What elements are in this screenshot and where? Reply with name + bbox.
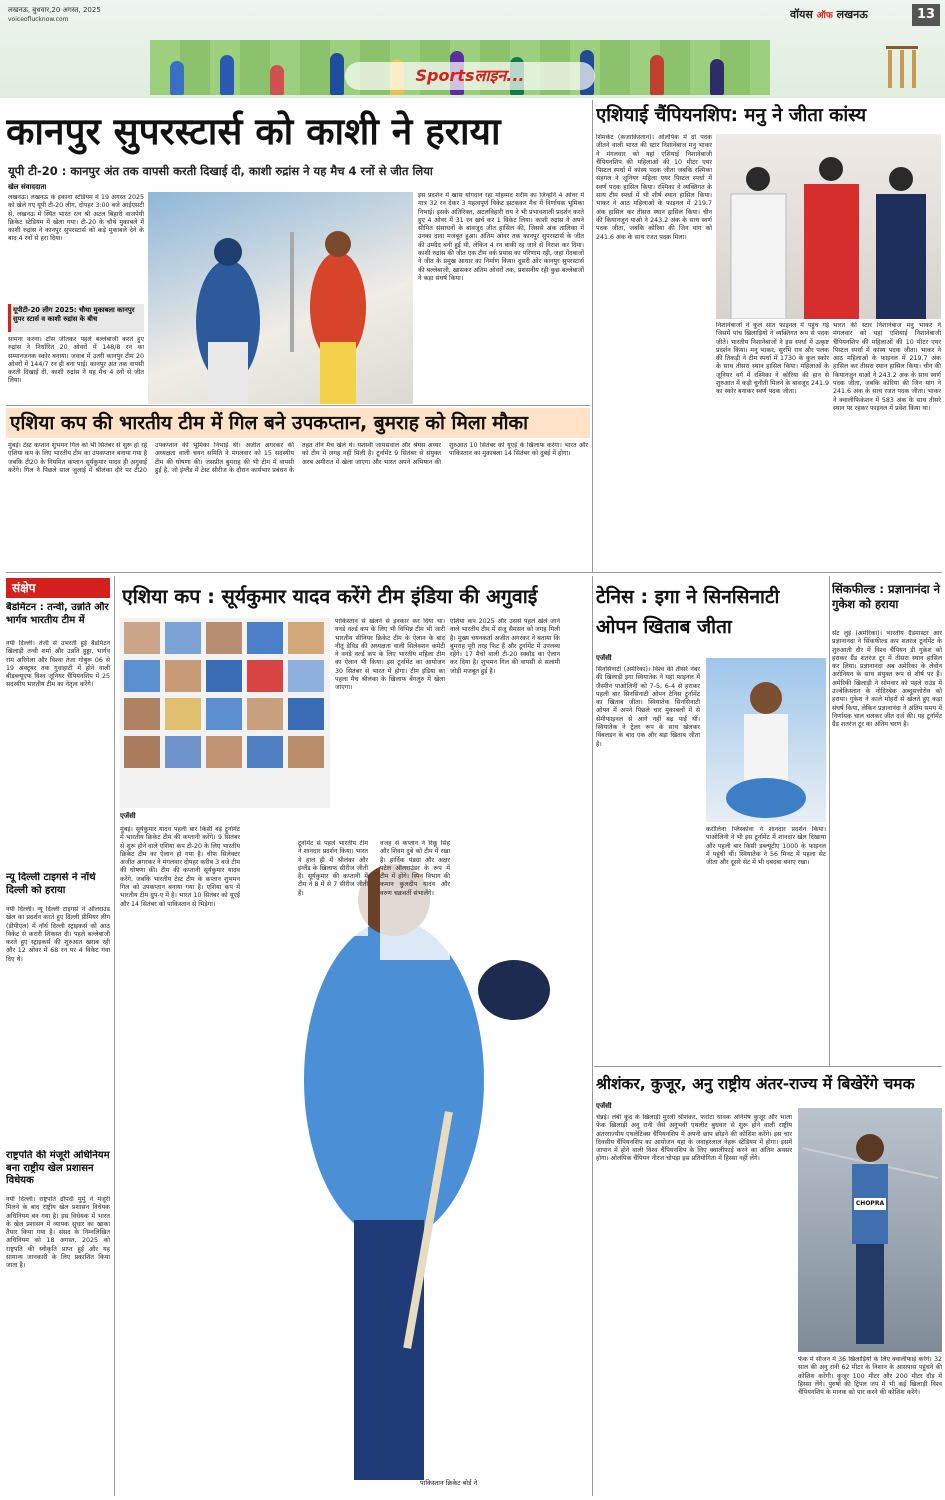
player-figure [220, 55, 234, 95]
pragg-headline: सिंकफील्ड : प्रज्ञानानंदा ने गुकेश को हराया [832, 582, 941, 611]
wicket-graphic [880, 40, 924, 90]
manu-podium-photo [716, 134, 941, 319]
pragg-body: सेंट लुई (अमेरिका)। भारतीय ग्रैंडमास्टर आर प्रज्ञानानंदा ने सिंकफील्ड कप शतरंज टूर्नामेंट के शुरुआती दौर में विश्व चैंपियन डी गुकेश को हराकर ग्रैंड शतरंज टूर में तीसरा स्थान हासिल कर लिया। प्रज्ञानानंदा अब अमेरिका के लेवोन अरोनियन के साथ संयुक्त रूप से शीर्ष पर हैं। अमेरिकी खिलाड़ी ने सोमवार को पहले राउंड में उज्बेकिस्तान के नोदिरबेक अब्दुसत्तोरोव को हराया। गुकेश ने काले मोहरों से खेलते हुए कड़ा संघर्ष किया, लेकिन प्रज्ञानानंदा ने अंतिम समय में निर्णायक चाल चलकर जीत दर्ज की। यह टूर्नामेंट ग्रैंड शतरंज टूर का अंतिम चरण है। [832, 630, 942, 729]
section-label: Sportsलाइन... [345, 62, 595, 90]
surya-col4: टूर्नामेंट से पहले भारतीय टीम ने शानदार प्रदर्शन किया। भारत ने हाल ही में श्रीलंका और इंग्लैंड के खिलाफ सीरीज जीती हैं। सूर्यकुमार की कप्तानी में टीम ने 8 में से 7 सीरीज जीती हैं। [298, 840, 368, 936]
iga-col2: करोलिना प्लिस्कोवा ने शानदार प्रदर्शन किया। पाओलिनी ने भी इस टूर्नामेंट में शानदार खेल दिखाया और पहली बार किसी डब्ल्यूटीए 1000 के फाइनल में पहुंची थीं। स्वियातेक ने 56 मिनट में पहला सेट जीता और दूसरे सेट में भी दबदबा बनाए रखा। [706, 826, 826, 867]
gill-headline: एशिया कप की भारतीय टीम में गिल बने उपकप्तान, बुमराह को मिला मौका [6, 408, 590, 438]
paper-name-part: ऑफ [816, 11, 833, 21]
surya-col1: पाकिस्तान से खेलने से इनकार कर दिया था। वनडे वर्ल्ड कप के लिए भी विभिन्न टीम भी जारी भारतीय सीनियर क्रिकेट टीम के ऐलान के बाद नीतू डेविड की अध्यक्षता वाली सिलेक्शन कमेटी ने वनडे वर्ल्ड कप के लिए भारतीय महिला टीम का ऐलान भी किया। इस टूर्नामेंट का आयोजन 30 सितंबर से भारत में होगा। टीम इंडिया का पहला मैच श्रीलंका के खिलाफ बेंगलुरु में खेला जाएगा। [335, 618, 445, 692]
sankshep-body: नयी दिल्ली। तेजी से उभरती हुई बैडमिंटन खिलाड़ी तन्वी शर्मा और उन्नति हुड्डा, भार्गव राम अरिगेला और विश्वा तेजा गोबुरू 06 से 19 अक्टूबर तक गुवाहाटी में होने वाली बीडब्ल्यूएफ विश्व जूनियर चैंपियनशिप में 25 सदस्यीय भारतीय टीम का नेतृत्व करेंगे। [6, 640, 110, 689]
manu-col2: निशानेबाजों ने कुल सात फाइनल में पहुंच गई जिसमें पांच खिलाड़ियों ने व्यक्तिगत रूप से पदक जीते। भारतीय निशानेबाजों ने इस स्पर्धा में उत्कृष्ट प्रदर्शन किया। मनु भाकर, सुरभि राव और पलक की तिकड़ी ने टीम स्पर्धा में 1730 के कुल स्कोर के साथ तीसरा स्थान हासिल किया। महिलाओं के जूनियर वर्ग में रश्मिका ने कोरिया की हान से शुरुआत में कड़ी चुनौती मिलने के बावजूद 241.9 का स्कोर बनाकर स्वर्ण पदक जीता। [716, 322, 829, 396]
kanpur-col2: इस प्रदर्शन में खास योगदान रहा मोहम्मद शरीम का जिन्होंने 4 ओवर में मात्र 32 रन देकर 3 महत्वपूर्ण विकेट झटककर मैच में निर्णायक भूमिका निभाई। इसके अतिरिक्त, अटलविहारी राय ने भी प्रभावशाली प्रदर्शन करते हुए 4 ओवर में 31 रन खर्च कर 1 विकेट लिया। काशी रुद्रांस ने अपने सीमित संसाधनों के बावजूद जीत हासिल की, जिससे अंक तालिका में उनका दावा मजबूत हुआ। अंतिम ओवर तक कानपुर सुपरस्टार्स के जीत की उम्मीद बनी हुई थी, लेकिन 4 रन बाकी रह जाने से निराश कर दिया। काशी रुद्रांस की जीत एक टीम वर्क प्रयास का परिणाम रही, जहां गेंदबाजों ने जीत के प्रमुख आधार का निर्माण किया। दूसरी ओर कानपुर सुपरस्टार्स की बल्लेबाजी, खासकर अंतिम ओवरों तक, प्रशंसनीय रही कुछ बल्लेबाजों ने कड़ा संघर्ष किया। [418, 192, 584, 282]
sankshep-body: नयी दिल्ली। न्यू दिल्ली टाइगर्स ने ऑलराउंड खेल का प्रदर्शन करते हुए दिल्ली प्रीमियर लीग (डीपीएल) में नॉर्थ दिल्ली स्ट्राइकर्स को आठ विकेट से करारी शिकस्त दी। पहले बल्लेबाजी करते हुए स्ट्राइकर्स की शुरुआत खराब रही और 12 ओवर में 68 रन पर 4 विकेट गंवा दिए थे। [6, 906, 110, 963]
surya-headline: एशिया कप : सूर्यकुमार यादव करेंगे टीम इंडिया की अगुवाई [122, 585, 538, 608]
divider [114, 576, 115, 1496]
kanpur-para2: सामना करना। टॉस जीतकर पहले बल्लेबाजी करते हुए रुद्रांस ने निर्धारित 20 ओवरों में 148/8 रन का सम्मानजनक स्कोर बनाया। जवाब में उतरी कानपुर टीम 20 ओवरों में 144/7 रन ही बना पाई। कानपुर अंत तक वापसी करती दिखाई दी, काशी रुद्रांस ने यह मैच 4 रनों से जीत लिया। [8, 336, 144, 385]
surya-caption: पाकिस्तान क्रिकेट बोर्ड ने [420, 1479, 478, 1487]
surya-col2: एशिया कप 2025 और उससे पहले खेले जाने वाले भारतीय टीम में संजू सैमसन को जगह मिली है। मुख्य चयनकर्ता अजीत अगरकर ने बताया कि बुमराह पूरी तरह फिट हैं और टूर्नामेंट में उपलब्ध रहेंगे। 17 मैचों वाली टी-20 स्क्वॉड का ऐलान कर दिया है। शुभमन गिल की वापसी से सलामी जोड़ी मजबूत हुई है। [450, 618, 560, 675]
kanpur-match-photo [148, 192, 413, 404]
kanpur-infobox: यूपीटी-20 लीग 2025: चौथा मुकाबला कानपुर सुपर स्टार्स व काशी रुद्रांस के बीच [8, 304, 144, 332]
website: voiceoflucknow.com [8, 16, 69, 23]
player-figure [650, 55, 664, 95]
kanpur-headline: कानपुर सुपरस्टार्स को काशी ने हराया [6, 110, 501, 153]
sankshep-headline: राष्ट्रपति की मंजूरी अधिनियम बना राष्ट्रीय खेल प्रशासन विधेयक [6, 1150, 110, 1186]
player-figure [710, 59, 724, 95]
iga-col1: सिनसिनाटी (अमेरिका)। विश्व की तीसरे नंबर की खिलाड़ी इगा स्वियातेक ने यहां फाइनल में जैस्मीन पाओलिनी को 7-5, 6-4 से हराकर पहली बार सिनसिनाटी ओपन टेनिस टूर्नामेंट का खिताब जीता। स्वियातेक सिनसिनाटी ओपन में अपने पिछले चार मुकाबलों में से सेमीफाइनल से आगे नहीं बढ़ पाई थीं। स्वियातेक ने ट्रेलर रूप के साथ खेलकर विंबलडन के बाद एक और बड़ा खिताब जीता है। [596, 666, 700, 748]
divider [6, 572, 942, 573]
kanpur-para1: लखनऊ। लखनऊ के इकाना स्टेडियम में 19 अगस्त 2025 को खेले गए यूपी टी-20 लीग, दोपहर 3:00 बजे आईएसटी से, लखनऊ में स्थित भारत रत्न श्री अटल बिहारी वाजपेयी क्रिकेट स्टेडियम में खेला गया। टी-20 के चौथे मुकाबले में काशी रुद्रांस ने कानपुर सुपरस्टार्स को कड़े मुकाबले देने के बाद 4 रनों से हरा दिया। [8, 194, 144, 243]
surya-col3: मुंबई। सूर्यकुमार यादव पहली बार किसी बड़े टूर्नामेंट में भारतीय क्रिकेट टीम की कप्तानी करेंगे। 9 सितंबर से शुरू होने वाले एशिया कप टी-20 के लिए भारतीय क्रिकेट टीम का ऐलान हो गया है। चीफ सिलेक्टर अजीत अगरकर ने मंगलवार दोपहर करीब 3 बजे टीम की घोषणा की। टीम की कप्तानी सूर्यकुमार यादव करेंगे, जबकि भारतीय टेस्ट टीम के कप्तान शुभमन गिल को उपकप्तान बनाया गया है। एशिया कप में भारतीय टीम ग्रुप-ए में है। भारत 10 सितंबर को यूएई और 14 सितंबर को पाकिस्तान से भिड़ेगा। [120, 826, 240, 908]
athlete-bib: CHOPRA [854, 1198, 886, 1210]
team-headshots-grid [120, 618, 330, 808]
sankshep-headline: बैडमिंटन : तन्वी, उन्नति और भार्गव भारतीय टीम में [6, 602, 109, 626]
iga-byline: एजेंसी [596, 654, 612, 662]
manu-col1: शिमकेंट (कजाकिस्तान)। ओलंपिक में दो पदक जीतने वाली भारत की स्टार निशानेबाज मनु भाकर ने मंगलवार को यहां एशियाई निशानेबाजी चैंपियनशिप की महिलाओं की 10 मीटर एयर पिस्टल स्पर्धा में कांस्य पदक जीता जबकि रश्मिका सहगल ने जूनियर महिला एयर पिस्टल स्पर्धा में स्वर्ण पदक हासिल किया। रश्मिका ने व्यक्तिगत के साथ टीम स्पर्धा में भी शीर्ष स्थान हासिल किया। भाकर ने आठ महिलाओं के फाइनल में 219.7 अंक हासिल कर तीसरा स्थान हासिल किया। चीन की कियानजुन याओ ने 243.2 अंक के साथ स्वर्ण पदक जीता, जबकि कोरिया की जिन यांग को 241.6 अंक के साथ रजत पदक मिला। [596, 134, 712, 241]
surya-byline: एजेंसी [120, 812, 136, 820]
masthead-banner [0, 0, 945, 98]
shreeshankar-col2: फेंक में सीजन में 36 खिलाड़ियों के लिए क्वालीफाई करेंगे। 32 साल की अनु रानी 62 मीटर के निशान के आसपास पहुंचने की कोशिश करेंगी। कुजूर 100 मीटर और 200 मीटर दौड़ में हिस्सा लेंगे। पुरुषों की ट्रिपल जंप में भी कई खिलाड़ी विश्व चैंपियनशिप के मानक को पार करने की कोशिश करेंगे। [798, 1356, 942, 1397]
manu-col3: भारत की स्टार निशानेबाज मनु भाकर ने मंगलवार को यहां एशियाई निशानेबाजी चैंपियनशिप की महिलाओं की 10 मीटर एयर पिस्टल स्पर्धा में कांस्य पदक जीता। भाकर ने आठ महिलाओं के फाइनल में 219.7 अंक हासिल कर तीसरा स्थान हासिल किया। चीन की कियानजुन याओ ने 243.2 अंक के साथ स्वर्ण पदक जीता, जबकि कोरिया की जिन यांग ने 241.6 अंक के साथ रजत पदक जीता। भाकर ने क्वालीफिकेशन में 583 अंक के साथ तीसरे स्थान पर रहकर फाइनल में प्रवेश किया था। [833, 322, 941, 412]
date-line: लखनऊ, बुधवार,20 अगस्त, 2025 [8, 6, 101, 14]
divider [6, 405, 590, 406]
gill-body: मुंबई। टेस्ट कप्तान शुभमन गिल को भी सितंबर से शुरू हो रहे एशिया कप के लिए भारतीय टीम का उपकप्तान बनाया गया है जबकि टी20 के नियमित कप्तान सूर्यकुमार यादव ही अगुवाई करेंगे। गिल ने पिछले साल जुलाई में श्रीलंका दौरे पर टी20 उपकप्तान की भूमिका निभाई थी। अजीत अगरकर की अध्यक्षता वाली चयन समिति ने मंगलवार को 15 सदस्यीय टीम की घोषणा की। जसप्रीत बुमराह की भी टीम में वापसी हुई है, जो इंग्लैंड में टेस्ट सीरीज के दौरान कार्यभार प्रबंधन के तहत तीन मैच खेले थे। यशस्वी जायसवाल और श्रेयस अय्यर को टीम में जगह नहीं मिली है। टूर्नामेंट 9 सितंबर से संयुक्त अरब अमीरात में खेला जाएगा और भारत अपने अभियान की शुरुआत 10 सितंबर को यूएई के खिलाफ करेगा। भारत और पाकिस्तान का मुकाबला 14 सितंबर को दुबई में होगा। [8, 442, 588, 474]
iga-headline: टेनिस : इगा ने सिनसिनाटी ओपन खिताब जीता [596, 586, 780, 639]
shreeshankar-headline: श्रीशंकर, कुजूर, अनु राष्ट्रीय अंतर-राज्य में बिखेरेंगे चमक [596, 1075, 915, 1093]
paper-name-part: लखनऊ [836, 8, 868, 21]
player-figure [270, 65, 284, 95]
divider [594, 1066, 942, 1067]
page-number: 13 [912, 4, 940, 26]
sankshep-headline: न्यू दिल्ली टाइगर्स ने नॉर्थ दिल्ली को हराया [6, 872, 96, 896]
paper-name [790, 7, 868, 22]
shreeshankar-col1: चेन्नई। लंबी कूद के खिलाड़ी मुरली श्रीशंकर, फर्राटा धावक अनिमेष कुजूर और भाला फेंक खिलाड़ी अनु रानी जैसे अनुभवी एथलीट बुधवार से शुरू होने वाली राष्ट्रीय अंतरराज्यीय एथलेटिक्स चैंपियनशिप में अपनी छाप छोड़ने की कोशिश करेंगे। इस चार दिवसीय चैंपियनशिप का आयोजन यहां के जवाहरलाल नेहरू स्टेडियम में होगा। इसमें जापान में होने वाली विश्व चैंपियनशिप के लिए क्वालीफाई करने का अंतिम अवसर होगा। ओलंपिक चैंपियन नीरज चोपड़ा इस प्रतियोगिता में हिस्सा नहीं लेंगे। [596, 1114, 792, 1163]
surya-col5: वजह से कप्तान ने रिंकू सिंह और शिवम दुबे को टीम में रखा है। हार्दिक पंड्या और अक्षर पटेल ऑलराउंडर के रूप में टीम में होंगे। स्पिन विभाग की कमान कुलदीप यादव और वरुण चक्रवर्ती संभालेंगे। [380, 840, 450, 960]
iga-trophy-photo [706, 658, 826, 822]
kanpur-subhead: यूपी टी-20 : कानपुर अंत तक वापसी करती दिखाई दी, काशी रुद्रांस ने यह मैच 4 रनों से जीत लिया [8, 164, 433, 178]
sankshep-body: नयी दिल्ली। राष्ट्रपति द्रौपदी मुर्मु ने मंजूरी मिलने के बाद राष्ट्रीय खेल प्रशासन विधेयक अधिनियम बन गया है। इस विधेयक में भारत के खेल प्रशासन में व्यापक सुधार का खाका तैयार किया गया है। संसद के निम्नलिखित अधिनियम को 18 अगस्त, 2025 को राष्ट्रपति की स्वीकृति प्राप्त हुई और यह सामान्य जानकारी के लिए प्रकाशित किया जाता है। [6, 1196, 110, 1270]
sankshep-label: संक्षेप [6, 578, 110, 598]
player-figure [170, 61, 184, 95]
divider [592, 576, 593, 1496]
shreeshankar-byline: एजेंसी [596, 1102, 612, 1110]
player-figure [330, 53, 344, 95]
divider [829, 576, 830, 1066]
divider [592, 100, 593, 572]
javelin-athlete-photo [798, 1108, 942, 1352]
manu-headline: एशियाई चैंपियनशिप: मनु ने जीता कांस्य [596, 105, 867, 126]
paper-name-part: वॉयस [790, 8, 813, 21]
kanpur-byline: खेल संवाददाता [8, 183, 47, 191]
